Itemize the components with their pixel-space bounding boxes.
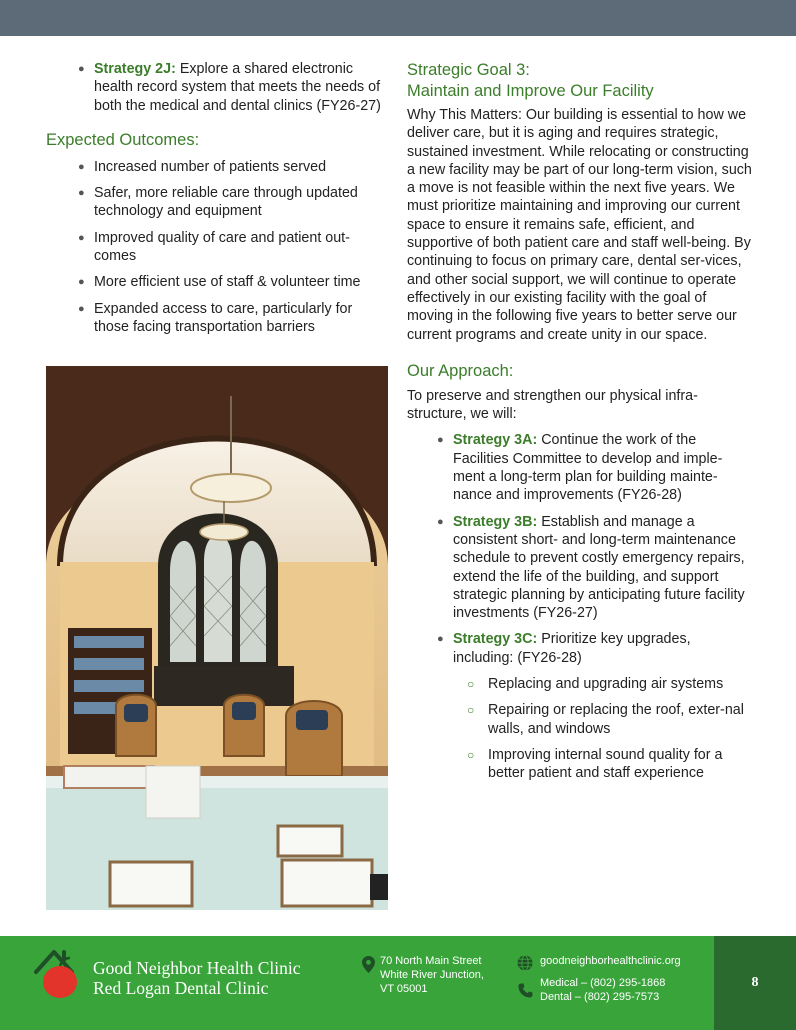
circle-bullet-icon: ○: [467, 677, 475, 692]
strategy-2j: [78, 60, 391, 115]
clinic-name-dental: Red Logan Dental Clinic: [93, 978, 269, 998]
strategy-label: Strategy 2J:: [94, 61, 176, 77]
approach-heading: Our Approach:: [407, 361, 514, 380]
why-this-matters-paragraph: Why This Matters: Our building is essential to how we deliver care, but it is aging and requires strategic, sustained investment. While relocating or constructing a new facility may be part of our long-term vision, such a move is not feasible within the next five years. We must prioritize maintaining and improving our current space to ensure it remains safe, efficient, and supportive of both patient care and staff well-being. By continuing to focus on primary care, dental ser-vices, and other social support, we will continue to operate effectively in our existing facility with the goal of moving in the following five years to better serve our current programs and create unity in our space.: [407, 107, 752, 343]
circle-bullet-icon: ○: [467, 703, 475, 718]
list-item: ○ Improving internal sound quality for a better patient and staff experience: [467, 746, 723, 782]
bullet-icon: ●: [437, 434, 444, 447]
strategy-text: Prioritize key upgrades, including: (FY26-28): [453, 631, 691, 666]
bullet-icon: ●: [78, 276, 85, 289]
phone-icon: [518, 983, 533, 998]
circle-bullet-icon: ○: [467, 747, 475, 762]
list-item: ● Safer, more reliable care through updated technology and equipment: [78, 185, 358, 220]
page-number: 8: [751, 975, 759, 990]
list-item: ○ Replacing and upgrading air systems: [467, 676, 724, 693]
phone-numbers: [540, 976, 665, 1004]
goal-3-heading: [407, 60, 752, 102]
strategies-3-list: [407, 431, 752, 782]
strategy-text: Continue the work of the Facilities Committee to develop and imple-ment a long-term plan for building mainte-nance and improvements (FY26-28): [453, 432, 723, 504]
globe-icon: [517, 955, 533, 971]
bullet-icon: ●: [78, 63, 85, 75]
dental-phone: Dental – (802) 295-7573: [540, 991, 660, 1003]
bullet-icon: ●: [78, 302, 85, 315]
strategy-label: Strategy 3C:: [453, 631, 538, 648]
strategy-text: Establish and manage a consistent short- and long-term maintenance schedule to prevent costly emergency repairs, extend the life of the building, and support strategic planning by anticipating future facility investments (FY26-27): [453, 513, 745, 622]
website-link[interactable]: goodneighborhealthclinic.org: [540, 955, 681, 967]
medical-phone: Medical – (802) 295-1868: [540, 977, 666, 989]
strategy-text: Explore a shared electronic health record system that meets the needs of both the medical and dental clinics (FY26-27): [94, 61, 381, 114]
list-item: ● Improved quality of care and patient out-comes: [78, 229, 350, 265]
goal-title-line-1: Strategic Goal 3:: [407, 61, 530, 79]
list-item: ● Expanded access to care, particularly for those facing transportation barriers: [78, 300, 353, 335]
bullet-icon: ●: [437, 515, 444, 528]
clinic-name-medical: Good Neighbor Health Clinic: [93, 958, 301, 978]
outcomes-list: [46, 158, 391, 336]
goal-title-line-2: Maintain and Improve Our Facility: [407, 82, 654, 100]
bullet-icon: ●: [78, 187, 85, 200]
footer: [0, 936, 796, 1030]
clinic-names: [93, 958, 301, 998]
bullet-icon: ●: [78, 231, 85, 244]
page-number-box: [714, 936, 796, 1030]
list-item: ● More efficient use of staff & volunteer time: [78, 274, 361, 291]
outcomes-heading: Expected Outcomes:: [46, 130, 200, 149]
bullet-icon: ●: [437, 633, 444, 646]
left-column: [46, 60, 391, 344]
strategy-2j-list: [46, 60, 391, 115]
top-banner: [0, 0, 796, 36]
strategy-3c: [437, 630, 752, 782]
address: 70 North Main Street White River Junction, VT 05001: [380, 955, 484, 995]
map-pin-icon: [362, 956, 375, 973]
strategy-label: Strategy 3B:: [453, 513, 538, 530]
strategy-3b: [437, 513, 752, 623]
bullet-icon: ●: [78, 160, 85, 173]
strategy-3a: [437, 431, 752, 504]
approach-intro: To preserve and strengthen our physical infra-structure, we will:: [407, 387, 698, 423]
house-apple-logo: [34, 946, 86, 1000]
upgrades-list: [453, 675, 752, 782]
strategy-label: Strategy 3A:: [453, 432, 538, 449]
right-column: [407, 60, 752, 791]
clinic-waiting-room-photo: [46, 366, 388, 910]
list-item: ○ Repairing or replacing the roof, exter-nal walls, and windows: [467, 702, 744, 737]
list-item: ● Increased number of patients served: [78, 158, 327, 175]
